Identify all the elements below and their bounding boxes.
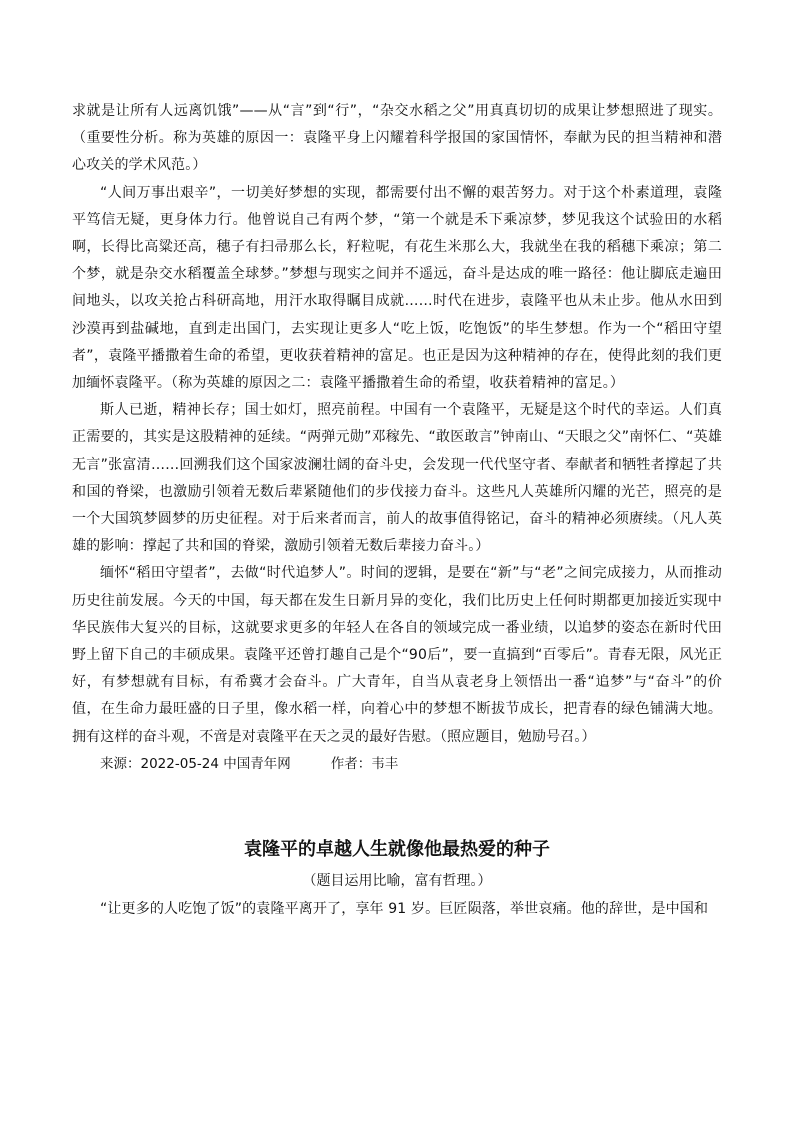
- next-article-opening: “让更多的人吃饱了饭”的袁隆平离开了，享年 91 岁。巨匠陨落，举世哀痛。他的辞世，是中国和: [100, 901, 709, 918]
- author-label: 作者：韦丰: [330, 755, 399, 772]
- paragraph-continuation: 求就是让所有人远离饥饿”——从“言”到“行”，“杂交水稻之父”用真真切切的成果让梦想照进了现实。（重要性分析。称为英雄的原因一：袁隆平身上闪耀着科学报国的家国情怀，奉献为民的担当精神和潜心攻关的学术风范。）: [72, 103, 722, 174]
- paragraph: 缅怀“稻田守望者”，去做“时代追梦人”。时间的逻辑，是要在“新”与“老”之间完成接力，从而推动历史往前发展。今天的中国，每天都在发生日新月异的变化，我们比历史上任何时期都更加接近实现中华民族伟大复兴的目标，这就要求更多的年轻人在各自的领域完成一番业绩，以追梦的姿态在新时代田野上留下自己的丰硕成果。袁隆平还曾打趣自己是个“90后”，要一直搞到“百零后”。青春无限，风光正好，有梦想就有目标，有希冀才会奋斗。广大青年，自当从袁老身上领悟出一番“追梦”与“奋斗”的价值，在生命力最旺盛的日子里，像水稻一样，向着心中的梦想不断拔节成长，把青春的绿色铺满大地。拥有这样的奋斗观，不啻是对袁隆平在天之灵的最好告慰。（照应题目，勉励号召。）: [72, 565, 722, 745]
- article-body: [72, 98, 722, 923]
- next-article-subtitle: （题目运用比喻，富有哲理。）: [302, 873, 492, 890]
- source-label: 来源：2022-05-24 中国青年网: [100, 755, 291, 772]
- paragraph: 斯人已逝，精神长存；国士如灯，照亮前程。中国有一个袁隆平，无疑是这个时代的幸运。人们真正需要的，其实是这股精神的延续。“两弹元勋”邓稼先、“敢医敢言”钟南山、“天眼之父”南怀仁、“英雄无言”张富清……回溯我们这个国家波澜壮阔的奋斗史，会发现一代代坚守者、奉献者和牺牲者撑起了共和国的脊梁，也激励引领着无数后辈紧随他们的步伐接力奋斗。这些凡人英雄所闪耀的光芒，照亮的是一个大国筑梦圆梦的历史征程。对于后来者而言，前人的故事值得铭记，奋斗的精神必须赓续。（凡人英雄的影响：撑起了共和国的脊梁，激励引领着无数后辈接力奋斗。）: [72, 402, 722, 555]
- next-article-title: 袁隆平的卓越人生就像他最热爱的种子: [244, 839, 550, 861]
- paragraph: “人间万事出艰辛”，一切美好梦想的实现，都需要付出不懈的艰苦努力。对于这个朴素道理，袁隆平笃信无疑，更身体力行。他曾说自己有两个梦，“第一个就是禾下乘凉梦，梦见我这个试验田的水稻啊，长得比高粱还高，穗子有扫帚那么长，籽粒呢，有花生米那么大，我就坐在我的稻穗下乘凉；第二个梦，就是杂交水稻覆盖全球梦。”梦想与现实之间并不遥远，奋斗是达成的唯一路径：他让脚底走遍田间地头，以攻关抢占科研高地，用汗水取得瞩目成就……时代在进步，袁隆平也从未止步。他从水田到沙漠再到盐碱地，直到走出国门，去实现让更多人“吃上饭，吃饱饭”的毕生梦想。作为一个“稻田守望者”，袁隆平播撒着生命的希望，更收获着精神的富足。也正是因为这种精神的存在，使得此刻的我们更加缅怀袁隆平。（称为英雄的原因之二：袁隆平播撒着生命的希望，收获着精神的富足。）: [72, 184, 722, 392]
- source-line: [72, 751, 722, 778]
